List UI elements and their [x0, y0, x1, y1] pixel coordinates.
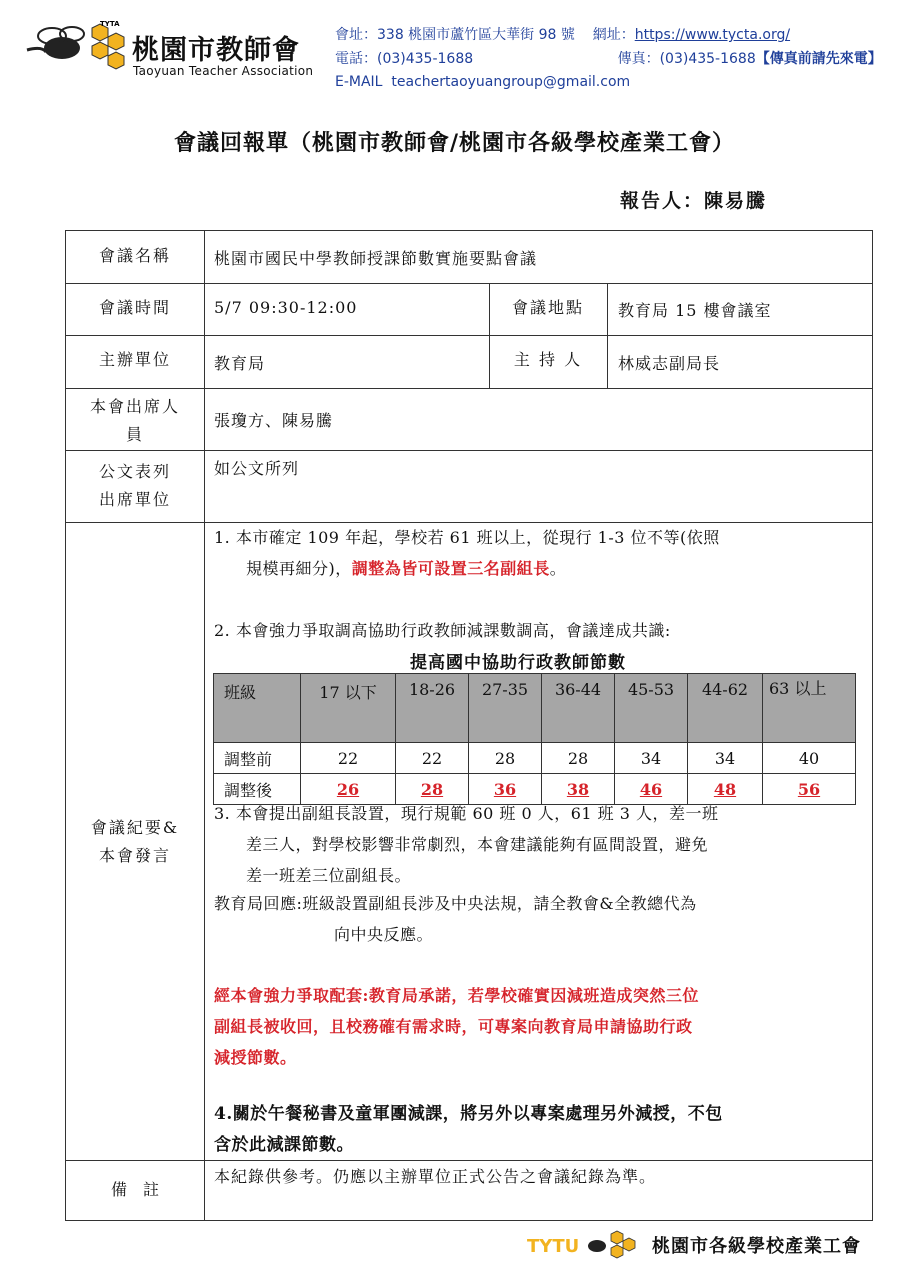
svg-text:TYTU: TYTU — [527, 1236, 580, 1257]
listed-units-label — [66, 458, 204, 514]
remarks-label: 備 註 — [110, 1180, 159, 1199]
cell: 34 — [615, 743, 688, 774]
host-label: 主 持 人 — [513, 350, 583, 369]
cell: 26 — [301, 774, 396, 805]
cell: 28 — [396, 774, 469, 805]
union-commitment-line1: 經本會強力爭取配套:教育局承諾，若學校確實因減班造成突然三位 — [214, 986, 699, 1005]
listed-units-label-line1: 公文表列 — [98, 462, 171, 481]
listed-units-label-line2: 出席單位 — [98, 490, 171, 509]
minutes-item-4-line2: 含於此減課節數。 — [214, 1135, 354, 1155]
address-value: 338 桃園市蘆竹區大華街 98 號 — [377, 27, 575, 43]
header-cell: 27-35 — [469, 674, 542, 743]
address-label: 會址： — [335, 27, 377, 43]
phone-value: (03)435-1688 — [377, 51, 474, 67]
bureau-reply-line2: 向中央反應。 — [334, 925, 434, 944]
fax-label: 傳真： — [617, 51, 660, 67]
cell: 40 — [763, 743, 856, 774]
host-value: 林威志副局長 — [618, 354, 721, 373]
meeting-name-value: 桃園市國民中學教師授課節數實施要點會議 — [214, 249, 538, 268]
minutes-item-3-line2: 差三人，對學校影響非常劇烈，本會建議能夠有區間設置，避免 — [246, 835, 709, 854]
attendees-label — [66, 393, 204, 449]
cell: 22 — [301, 743, 396, 774]
attendees-label-line1: 本會出席人 — [89, 397, 180, 416]
phone-line — [335, 48, 882, 68]
row-label-after: 調整後 — [214, 774, 301, 805]
header-cell: 44-62 — [688, 674, 763, 743]
cell: 36 — [469, 774, 542, 805]
header-cell: 45-53 — [615, 674, 688, 743]
minutes-item-1-line1: 1. 本市確定 109 年起，學校若 61 班以上，從現行 1-3 位不等(依照 — [214, 528, 720, 547]
teaching-hours-table — [213, 673, 856, 805]
fax-note: 【傳真前請先來電】 — [755, 51, 882, 67]
minutes-item-3-line1: 3. 本會提出副組長設置，現行規範 60 班 0 人，61 班 3 人，差一班 — [214, 804, 719, 823]
org-name-english: Taoyuan Teacher Association — [133, 64, 314, 78]
header-cell: 36-44 — [542, 674, 615, 743]
svg-text:TYTA: TYTA — [100, 20, 120, 28]
listed-units-value: 如公文所列 — [214, 459, 300, 478]
cell: 46 — [615, 774, 688, 805]
header-cell: 班級 — [214, 674, 301, 743]
cell: 38 — [542, 774, 615, 805]
cell: 56 — [763, 774, 856, 805]
remarks-value: 本紀錄供參考。仍應以主辦單位正式公告之會議紀錄為準。 — [214, 1167, 657, 1186]
email-label: E-MAIL — [335, 74, 383, 90]
cell: 22 — [396, 743, 469, 774]
attendees-value: 張瓊方、陳易騰 — [214, 411, 334, 430]
phone-label: 電話： — [335, 51, 377, 67]
union-commitment-line2: 副組長被收回，且校務確有需求時，可專案向教育局申請協助行政 — [214, 1017, 693, 1036]
email-link[interactable]: teachertaoyuangroup@gmail.com — [391, 74, 631, 90]
minutes-label-line1: 會議紀要& — [90, 818, 180, 837]
minutes-item-1 — [214, 522, 720, 584]
cell: 28 — [469, 743, 542, 774]
minutes-label-line2: 本會發言 — [98, 846, 171, 865]
cell: 28 — [542, 743, 615, 774]
org-name: 桃園市教師會 — [132, 35, 300, 66]
minutes-item-4-line1: 4.關於午餐秘書及童軍團減課，將另外以專案處理另外減授，不包 — [214, 1104, 723, 1124]
tyta-logo-icon — [22, 18, 132, 78]
meeting-time-label: 會議時間 — [98, 298, 171, 317]
meeting-time-value: 5/7 09:30-12:00 — [214, 298, 358, 317]
table-row — [214, 743, 856, 774]
header-cell: 63 以上 — [763, 674, 856, 743]
cell: 48 — [688, 774, 763, 805]
organizer-label: 主辦單位 — [98, 350, 171, 369]
header-cell: 17 以下 — [301, 674, 396, 743]
minutes-item-4 — [214, 1099, 723, 1161]
minutes-item-3-line3: 差一班差三位副組長。 — [246, 866, 412, 885]
location-label: 會議地點 — [511, 298, 584, 317]
document-title: 會議回報單（桃園市教師會/桃園市各級學校產業工會） — [173, 130, 736, 156]
bureau-reply-line1: 教育局回應:班級設置副組長涉及中央法規，請全教會&全教總代為 — [214, 894, 697, 913]
website-label: 網址： — [592, 27, 635, 43]
row-label-before: 調整前 — [214, 743, 301, 774]
header-cell: 18-26 — [396, 674, 469, 743]
bureau-reply — [214, 888, 697, 950]
meeting-name-label: 會議名稱 — [98, 246, 171, 265]
organizer-value: 教育局 — [214, 354, 266, 373]
inner-table-header-row — [214, 674, 856, 743]
minutes-label — [66, 814, 204, 870]
fax-value: (03)435-1688 — [659, 51, 756, 67]
location-value: 教育局 15 樓會議室 — [618, 301, 772, 320]
minutes-item-3 — [214, 798, 719, 891]
highlight-deputy-leaders: 調整為皆可設置三名副組長 — [351, 559, 550, 578]
inner-table-title: 提高國中協助行政教師節數 — [410, 653, 626, 673]
minutes-item-2: 2. 本會強力爭取調高協助行政教師減課數調高，會議達成共識: — [214, 621, 671, 640]
tytu-logo-icon — [527, 1226, 647, 1262]
reporter: 報告人：陳易騰 — [620, 190, 768, 212]
email-line — [335, 74, 630, 90]
union-commitment-line3: 減授節數。 — [214, 1048, 297, 1067]
union-commitment — [214, 980, 699, 1073]
attendees-label-line2: 員 — [125, 425, 144, 444]
cell: 34 — [688, 743, 763, 774]
minutes-item-1-line2: 規模再細分)，調整為皆可設置三名副組長。 — [246, 559, 567, 578]
footer-org-name: 桃園市各級學校產業工會 — [652, 1236, 861, 1257]
address-line — [335, 24, 790, 44]
website-link[interactable]: https://www.tycta.org/ — [634, 27, 791, 43]
